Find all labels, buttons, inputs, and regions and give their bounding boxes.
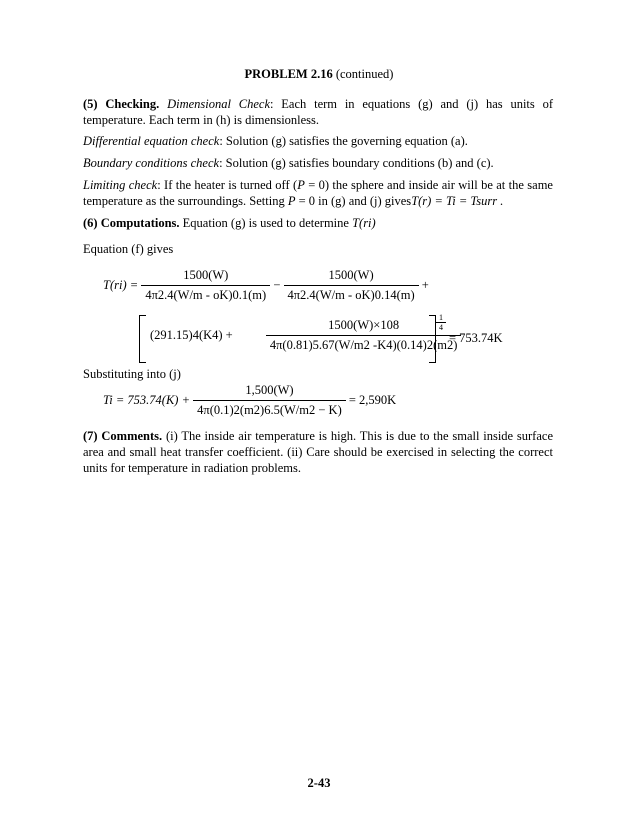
problem-continued: (continued) (332, 67, 394, 81)
equation-1 (103, 268, 429, 303)
dimensional-text: : Each term in equations (g) and (j) has units of temperature. Each term in (h) is dimensionless. (83, 97, 553, 127)
eq2-term-1: (291.15)4(K4) + (150, 328, 233, 342)
eq1-plus: + (421, 278, 429, 292)
differential-label: Differential equation check (83, 134, 220, 148)
limiting-label: Limiting check (83, 178, 158, 192)
comments-heading: (7) Comments. (83, 429, 163, 443)
comments-text: (i) The inside air temperature is high. This is due to the small inside surface area and small heat transfer coefficient. (ii) Care should be exercised in selecting the correct units for temperature in radiation problems. (83, 429, 553, 475)
eq1-num-1: 1500(W) (183, 268, 229, 282)
computations-paragraph (83, 215, 553, 231)
equation-2 (150, 318, 461, 353)
limiting-text: : If the heater is turned off ( (157, 178, 298, 192)
limiting-p: P (297, 178, 305, 192)
eq2-result: = 753.74K (449, 331, 503, 345)
eq2-exp-den: 4 (439, 323, 443, 332)
equation-f-intro: Equation (f) gives (83, 242, 174, 256)
eq1-fraction-2 (284, 268, 419, 303)
eq3-num: 1,500(W) (245, 383, 294, 397)
equation-3 (103, 383, 396, 418)
comments-paragraph (83, 428, 553, 476)
computations-target: T(ri) (352, 216, 376, 230)
limiting-text-2: = 0) the sphere and inside air will be at the same temperature as the surroundings. Setting (83, 178, 553, 208)
substitution-intro: Substituting into (j) (83, 367, 181, 381)
eq3-fraction (193, 383, 346, 418)
limiting-equation: T(r) = Ti = Tsurr . (411, 194, 504, 208)
checking-differential (83, 133, 553, 149)
checking-boundary (83, 155, 553, 171)
differential-text: : Solution (g) satisfies the governing equation (a). (219, 134, 468, 148)
left-bracket (139, 315, 146, 363)
eq1-den-2: 4π2.4(W/m - oK)0.14(m) (284, 285, 419, 303)
dimensional-label: Dimensional Check (167, 97, 270, 111)
eq2-exp-num: 1 (436, 313, 446, 323)
eq2-fraction (266, 318, 462, 353)
computations-heading: (6) Computations. (83, 216, 180, 230)
eq1-lhs: T(ri) = (103, 278, 139, 292)
eq1-fraction-1 (141, 268, 270, 303)
eq3-lhs: Ti = 753.74(K) + (103, 393, 191, 407)
eq1-num-2: 1500(W) (328, 268, 374, 282)
eq3-result: = 2,590K (348, 393, 397, 407)
checking-dimensional (83, 96, 553, 128)
limiting-text-3: = 0 in (g) and (j) gives (295, 194, 412, 208)
limiting-p-2: P (287, 194, 296, 208)
eq2-num: 1500(W)×108 (328, 318, 400, 332)
computations-text: Equation (g) is used to determine (179, 216, 353, 230)
page-title (0, 67, 638, 82)
eq1-minus: − (273, 278, 281, 292)
eq2-den: 4π(0.81)5.67(W/m2 -K4)(0.14)2(m2) (266, 335, 462, 353)
eq3-den: 4π(0.1)2(m2)6.5(W/m2 − K) (193, 400, 346, 418)
problem-label: PROBLEM 2.16 (244, 67, 333, 81)
checking-limiting (83, 177, 553, 209)
boundary-text: : Solution (g) satisfies boundary conditions (b) and (c). (219, 156, 494, 170)
page-number: 2-43 (307, 776, 331, 790)
boundary-label: Boundary conditions check (83, 156, 220, 170)
eq1-den-1: 4π2.4(W/m - oK)0.1(m) (141, 285, 270, 303)
checking-heading: (5) Checking. (83, 97, 160, 111)
